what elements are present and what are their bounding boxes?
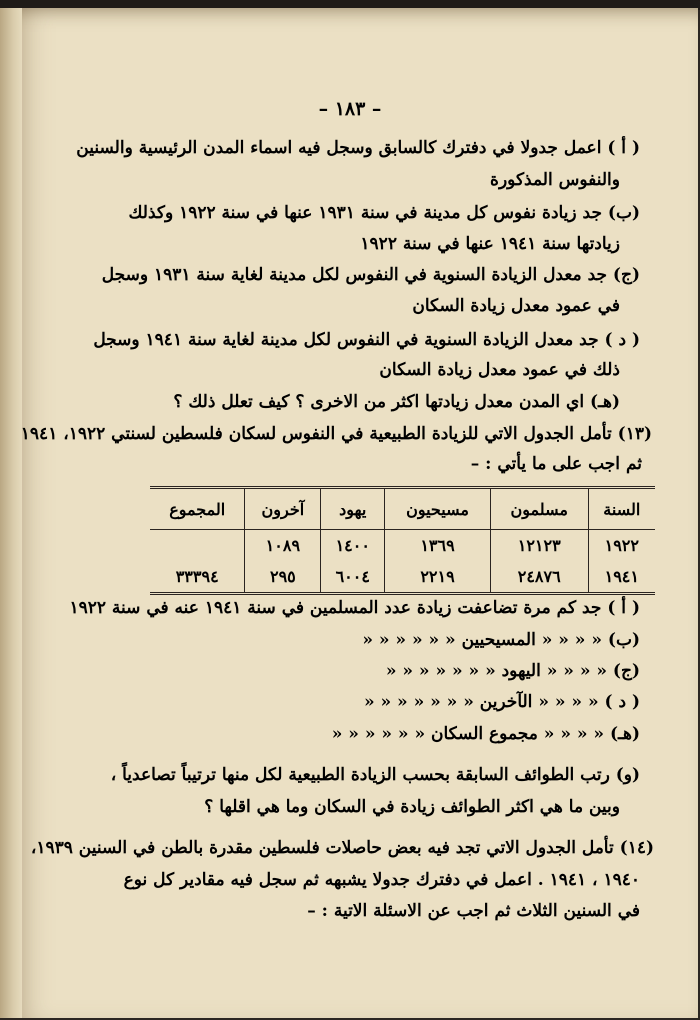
exercise-12-item-b-line-1: (ب) جد زيادة نفوس كل مدينة في سنة ١٩٣١ عنها في سنة ١٩٢٢ وكذلك [128, 203, 640, 223]
cell-christians: ٢٢١٩ [385, 561, 491, 594]
exercise-13-question-a: ( أ ) جد كم مرة تضاعفت زيادة عدد المسلمين في سنة ١٩٤١ عنه في سنة ١٩٢٢ [69, 598, 640, 618]
exercise-13-question-f-line-2: وبين ما هي اكثر الطوائف زيادة في السكان وما هي اقلها ؟ [204, 797, 620, 817]
table-row [150, 530, 655, 562]
cell-christians: ١٣٦٩ [385, 530, 491, 562]
cell-year: ١٩٢٢ [588, 530, 655, 562]
header-year: السنة [588, 488, 655, 530]
cell-others: ١٠٨٩ [245, 530, 321, 562]
cell-jews: ٦٠٠٤ [321, 561, 385, 594]
page-number: – ١٨٣ – [318, 98, 382, 120]
exercise-14-line-3: في السنين الثلاث ثم اجب عن الاسئلة الاتية : – [307, 901, 640, 921]
cell-jews: ١٤٠٠ [321, 530, 385, 562]
exercise-12-item-d-line-2: ذلك في عمود معدل زيادة السكان [379, 360, 620, 380]
exercise-14-line-2: ١٩٤٠ ، ١٩٤١ . اعمل في دفترك جدولا يشبهه ثم سجل فيه مقادير كل نوع [123, 870, 640, 890]
exercise-12-item-e-line-1: (هـ) اي المدن معدل زيادتها اكثر من الاخرى ؟ كيف تعلل ذلك ؟ [173, 392, 620, 412]
cell-year: ١٩٤١ [588, 561, 655, 594]
exercise-13-question-b: (ب) « « « « المسيحيين « « « « « « [362, 630, 640, 650]
exercise-12-item-c-line-2: في عمود معدل زيادة السكان [412, 296, 620, 316]
header-christians: مسيحيون [385, 488, 491, 530]
cell-muslims: ١٢١٢٣ [490, 530, 588, 562]
exercise-13-intro-line-1: (١٣) تأمل الجدول الاتي للزيادة الطبيعية في النفوس لسكان فلسطين لسنتي ١٩٢٢، ١٩٤١ [20, 424, 652, 444]
book-spine [0, 8, 22, 1018]
exercise-12-item-a-line-1: ( أ ) اعمل جدولا في دفترك كالسابق وسجل فيه اسماء المدن الرئيسية والسنين [76, 138, 640, 158]
exercise-13-intro-line-2: ثم اجب على ما يأتي : – [470, 454, 642, 474]
table-row [150, 561, 655, 594]
exercise-12-item-a-line-2: والنفوس المذكورة [490, 170, 620, 190]
cell-total: ٣٣٣٩٤ [175, 567, 219, 586]
population-increase-table [150, 486, 655, 595]
header-others: آخرون [245, 488, 321, 530]
exercise-13-question-c: (ج) « « « « اليهود « « « « « « « [385, 661, 640, 681]
header-total: المجموع [150, 488, 245, 530]
exercise-13-question-e: (هـ) « « « « مجموع السكان « « « « « « [331, 724, 640, 744]
cell-total [150, 530, 245, 562]
table-header-row [150, 488, 655, 530]
header-muslims: مسلمون [490, 488, 588, 530]
exercise-14-line-1: (١٤) تأمل الجدول الاتي تجد فيه بعض حاصلات فلسطين مقدرة بالطن في السنين ١٩٣٩، [30, 838, 654, 858]
exercise-13-question-f-line-1: (و) رتب الطوائف السابقة بحسب الزيادة الطبيعية لكل منها ترتيباً تصاعدياً ، [110, 765, 640, 785]
exercise-12-item-b-line-2: زيادتها سنة ١٩٤١ عنها في سنة ١٩٢٢ [360, 234, 620, 254]
exercise-12-item-c-line-1: (ج) جد معدل الزيادة السنوية في النفوس لكل مدينة لغاية سنة ١٩٣١ وسجل [101, 265, 640, 285]
header-jews: يهود [321, 488, 385, 530]
exercise-13-question-d: ( د ) « « « « الآخرين « « « « « « « [363, 692, 640, 712]
cell-others: ٢٩٥ [245, 561, 321, 594]
cell-muslims: ٢٤٨٧٦ [490, 561, 588, 594]
exercise-12-item-d-line-1: ( د ) جد معدل الزيادة السنوية في النفوس لكل مدينة لغاية سنة ١٩٤١ وسجل [93, 330, 640, 350]
